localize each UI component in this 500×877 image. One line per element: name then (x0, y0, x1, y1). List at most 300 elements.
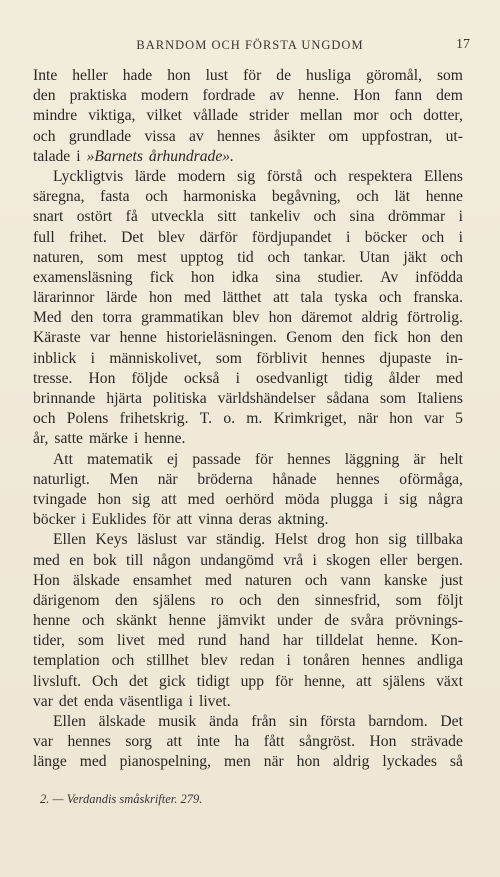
word: när (263, 753, 284, 771)
text-line (33, 328, 463, 348)
word: sig (399, 490, 418, 508)
word: möda (284, 490, 320, 508)
word: väsentliga (119, 692, 183, 710)
word: sig (388, 531, 407, 549)
word: böcker (33, 511, 76, 529)
running-head (30, 38, 470, 54)
text-line (33, 591, 463, 611)
body-text (33, 66, 463, 773)
word: med (183, 289, 211, 307)
word: och (33, 410, 56, 428)
word: husliga (306, 67, 352, 84)
word: modern (177, 167, 226, 185)
word: prövnings- (395, 612, 463, 630)
running-title: BARNDOM OCH FÖRSTA UNGDOM (136, 38, 364, 52)
word: och (440, 248, 463, 266)
word: i (235, 369, 240, 387)
word: tider, (33, 632, 65, 650)
word: tilldelat (315, 632, 364, 650)
word: ej (166, 450, 179, 468)
text-line (33, 268, 463, 288)
word: 5 (455, 410, 463, 428)
word: rund (197, 632, 227, 650)
text-line (33, 530, 463, 550)
word: uppfostran, (361, 127, 433, 145)
word: älskade (73, 571, 120, 589)
word: Ellen (53, 713, 86, 730)
word: sina (349, 208, 375, 226)
word: politiska (152, 390, 207, 407)
word: Utan (359, 248, 390, 266)
word: torra (102, 309, 132, 327)
word: frihetskrig. (119, 410, 189, 428)
word: sådana (326, 390, 369, 407)
word: in- (445, 349, 463, 367)
word: tvingade (33, 490, 87, 508)
word: respektera (348, 167, 413, 185)
word: mellan (300, 107, 343, 125)
word: har (282, 632, 303, 650)
word: jämvikt (217, 612, 266, 630)
text-line (33, 86, 463, 106)
word: fått (263, 733, 285, 751)
word: följt (436, 591, 463, 609)
word: vann (340, 571, 371, 589)
word: så (449, 753, 463, 771)
word: Kon- (430, 632, 463, 650)
text-line (33, 450, 463, 470)
text-line (33, 167, 463, 187)
word: andliga (417, 652, 463, 670)
word: säregna, (33, 188, 85, 206)
word: i (133, 430, 139, 448)
word: och (313, 208, 337, 226)
word: praktiska (69, 87, 127, 105)
word: hon (296, 753, 321, 771)
word: sin (289, 713, 308, 730)
word: blev (200, 652, 228, 670)
word: fasta (100, 188, 130, 206)
word: harmoniska (183, 188, 257, 206)
word: läggning (344, 450, 400, 468)
word: för (274, 672, 294, 690)
word: inblick (33, 349, 77, 367)
word: henne (119, 329, 157, 347)
word: hon (97, 490, 122, 508)
word: hon (167, 67, 191, 84)
word: att (161, 490, 177, 508)
word: någon (152, 551, 191, 569)
word: människolivet, (109, 349, 202, 367)
word: i (76, 147, 81, 165)
word: ålder (388, 369, 420, 387)
word: år, (33, 430, 49, 448)
word: och (379, 289, 402, 307)
word: att (273, 289, 289, 307)
word: ut- (445, 127, 463, 145)
word: naturligt. (33, 470, 90, 488)
word: deras (238, 511, 272, 529)
word: några (428, 490, 463, 508)
word: kanske (383, 571, 428, 589)
word: i (188, 692, 193, 710)
word: redan (239, 652, 275, 670)
word: Med (33, 309, 62, 327)
word: därigenom (33, 591, 100, 609)
word: Men (109, 470, 139, 488)
word: böcker (364, 228, 408, 246)
word: drömmar (388, 208, 446, 226)
word: hennes (67, 733, 111, 751)
word: tyska (334, 289, 368, 307)
word: lärde (106, 289, 138, 307)
word: de (324, 612, 339, 630)
word: tillbaka (416, 531, 463, 549)
word: hon (355, 531, 379, 549)
word: mest (137, 248, 167, 266)
word: tid (237, 248, 254, 266)
word: och (421, 228, 445, 246)
word: hjärta (106, 390, 142, 407)
word: begåvning, (271, 188, 341, 206)
word: århundrade». (148, 147, 234, 165)
word: Och (92, 672, 119, 690)
word: Keys (95, 531, 128, 549)
word: är (413, 450, 426, 468)
word: satte (54, 430, 83, 448)
word: Hon (88, 369, 116, 387)
word: med (157, 632, 185, 650)
word: henne (33, 612, 71, 630)
word: Det (121, 228, 144, 246)
word: hennes (336, 470, 380, 488)
word: blev (158, 228, 185, 246)
text-line (33, 672, 463, 692)
word: passade (192, 450, 241, 468)
word: förblivit (256, 349, 308, 367)
word: hon (389, 410, 413, 428)
word: vinna (198, 511, 233, 529)
word: fördjupandet (251, 228, 332, 246)
word: franska. (413, 289, 463, 307)
word: till (126, 551, 144, 569)
word: henne (168, 612, 206, 630)
word: bergen. (416, 551, 463, 569)
word: sitt (217, 208, 237, 226)
word: Euklides (91, 511, 147, 529)
text-line (33, 389, 463, 409)
word: växt (436, 672, 463, 690)
word: det (58, 692, 78, 710)
word: skänkt (116, 612, 157, 630)
word: från (251, 713, 277, 730)
word: och (145, 188, 168, 206)
word: oförmåga, (399, 470, 463, 488)
word: vilket (146, 107, 182, 125)
word: ända (209, 713, 239, 730)
text-line (33, 631, 463, 651)
word: i (312, 551, 317, 569)
word: naturen (244, 571, 292, 589)
word: men (223, 753, 251, 771)
word: Det (440, 713, 463, 730)
word: dotter, (423, 107, 463, 125)
word: Ellen (53, 531, 86, 549)
word: utveckla (151, 208, 205, 226)
word: enda (83, 692, 114, 710)
word: den (70, 309, 94, 327)
word: den (341, 329, 365, 347)
word: dem (436, 87, 463, 105)
word: när (358, 410, 378, 428)
word: naturen, (33, 248, 84, 266)
word: helt (439, 450, 463, 468)
word: o. (223, 410, 236, 428)
text-line (33, 106, 463, 126)
word: världshändelser (217, 390, 316, 407)
word: livet. (199, 692, 231, 710)
word: länge (33, 753, 67, 771)
word: det (128, 672, 149, 690)
text-line (33, 349, 463, 369)
word: som (395, 591, 422, 609)
page-number: 17 (456, 37, 470, 52)
word: historieläsningen. (166, 329, 277, 347)
word: snart (33, 208, 64, 226)
word: hon (191, 268, 215, 286)
word: henne. (376, 632, 418, 650)
word: ha (234, 733, 250, 751)
text-line (33, 228, 463, 248)
word: själens (382, 672, 426, 690)
word: göromål, (366, 67, 422, 84)
word: med (33, 551, 60, 569)
word: henne. (144, 430, 186, 448)
word: Hon (33, 571, 60, 589)
word: Genom (286, 329, 333, 347)
word: tresse. (33, 369, 73, 387)
word: studier. (317, 268, 364, 286)
word: läslust (137, 531, 178, 549)
word: hennes (216, 127, 261, 145)
word: lyckades (382, 753, 437, 771)
text-line (33, 308, 463, 328)
word: oerhörd (225, 490, 274, 508)
word: Hon (353, 87, 381, 105)
word: och (389, 107, 413, 125)
word: svåra (350, 612, 384, 630)
word: åsikter (273, 127, 316, 145)
word: matematik (87, 450, 153, 468)
word: eller (379, 551, 408, 569)
text-line (33, 732, 463, 752)
word: lätthet (222, 289, 262, 307)
word: den (115, 591, 138, 609)
word: också (183, 369, 220, 387)
text-line (33, 752, 463, 772)
word: för (254, 450, 274, 468)
word: märke (88, 430, 128, 448)
word: djupaste (379, 349, 432, 367)
printer-signature: 2. — Verdandis småskrifter. 279. (40, 792, 203, 806)
word: henne (425, 188, 463, 206)
word: när (157, 470, 178, 488)
word: förstå (266, 167, 303, 185)
word: av (269, 87, 285, 105)
word: sorg (125, 733, 152, 751)
word: bok (93, 551, 117, 569)
word: sångröst. (299, 733, 355, 751)
word: bröderna (197, 470, 253, 488)
word: Helst (274, 531, 308, 549)
word: med (187, 490, 215, 508)
word: modern (140, 87, 189, 105)
word: hennes (287, 450, 331, 468)
text-line (33, 470, 463, 490)
word: brinnande (33, 390, 96, 407)
text-line (33, 490, 463, 510)
word: pianospelning, (119, 753, 211, 771)
word: att (176, 511, 193, 529)
word: hand (239, 632, 270, 650)
word: och (356, 188, 379, 206)
word: henne. (298, 87, 340, 105)
text-line (33, 571, 463, 591)
word: Polens (66, 410, 109, 428)
word: tala (300, 289, 323, 307)
word: lärarinnor (33, 289, 95, 307)
word: m. (246, 410, 263, 428)
word: hon (268, 309, 293, 327)
word: strävade (410, 733, 463, 751)
word: därför (199, 228, 238, 246)
word: Krimkriget, (273, 410, 347, 428)
word: examensläsning (33, 268, 133, 286)
text-line (33, 651, 463, 671)
word: drog (317, 531, 346, 549)
word: den (440, 329, 463, 347)
word: med (436, 369, 463, 387)
word: viktiga, (88, 107, 136, 125)
word: sina (275, 268, 301, 286)
word: den (33, 87, 56, 105)
word: Hon (369, 733, 397, 751)
word: idka (231, 268, 259, 286)
word: och (81, 612, 105, 630)
text-line (33, 207, 463, 227)
word: tankar. (303, 248, 346, 266)
word: ständig. (216, 531, 266, 549)
word: däremot (301, 309, 353, 327)
word: fick (373, 329, 398, 347)
text-line (33, 127, 463, 147)
word: var (90, 329, 111, 347)
word: var (33, 692, 53, 710)
word: hennes (321, 349, 365, 367)
word: i (346, 228, 351, 246)
word: henne, (304, 672, 346, 690)
word: Lyckligtvis (53, 167, 124, 185)
word: de (276, 67, 292, 84)
word: lust (205, 67, 229, 84)
word: hennes (361, 652, 406, 670)
word: blev (232, 309, 260, 327)
word: om (328, 127, 349, 145)
word: »Barnets (86, 147, 143, 165)
word: mindre (33, 107, 78, 125)
word: förtrolig. (407, 309, 463, 327)
word: inte (196, 733, 220, 751)
word: T. (199, 410, 213, 428)
word: livsluft. (33, 672, 82, 690)
word: infödda (415, 268, 463, 286)
word: och (314, 167, 337, 185)
word: osedvanligt (256, 369, 328, 387)
word: fick (149, 268, 174, 286)
text-line (33, 611, 463, 631)
word: mor (353, 107, 379, 125)
word: skogen (326, 551, 371, 569)
word: den (276, 591, 300, 609)
word: lät (394, 188, 411, 206)
word: hon (148, 289, 173, 307)
word: att (356, 672, 372, 690)
word: barndom. (368, 713, 428, 730)
word: Av (380, 268, 399, 286)
word: fann (394, 87, 423, 105)
word: var (33, 733, 53, 751)
word: Italiens (417, 390, 463, 407)
word: och (304, 571, 328, 589)
word: frihet. (69, 228, 107, 246)
word: sinnesfrid, (314, 591, 381, 609)
word: musik (158, 713, 197, 730)
word: heller (72, 67, 108, 84)
word: full (33, 228, 55, 246)
word: i (383, 490, 389, 508)
word: vissa (144, 127, 176, 145)
word: aktning. (277, 511, 329, 529)
word: som (77, 632, 104, 650)
text-line (33, 369, 463, 389)
word: aldrig (333, 753, 370, 771)
word: lärde (134, 167, 167, 185)
word: strider (249, 107, 289, 125)
word: vrå (283, 551, 304, 569)
text-line (33, 288, 463, 308)
word: ostört (76, 208, 113, 226)
word: att (166, 733, 183, 751)
text-line (33, 692, 463, 712)
word: stillhet (146, 652, 189, 670)
word: själens (152, 591, 196, 609)
word: för (152, 511, 171, 529)
word: jäkt (403, 248, 427, 266)
word: tidig (344, 369, 373, 387)
word: första (320, 713, 356, 730)
word: ensamhet (132, 571, 192, 589)
word: hade (122, 67, 153, 84)
word: i (286, 652, 291, 670)
word: talade (33, 147, 71, 165)
word: just (440, 571, 463, 589)
word: tonåren (302, 652, 350, 670)
word: Käraste (33, 329, 81, 347)
text-line (33, 510, 463, 530)
word: livet (117, 632, 145, 650)
word: i (90, 349, 95, 367)
word: och (33, 127, 56, 145)
